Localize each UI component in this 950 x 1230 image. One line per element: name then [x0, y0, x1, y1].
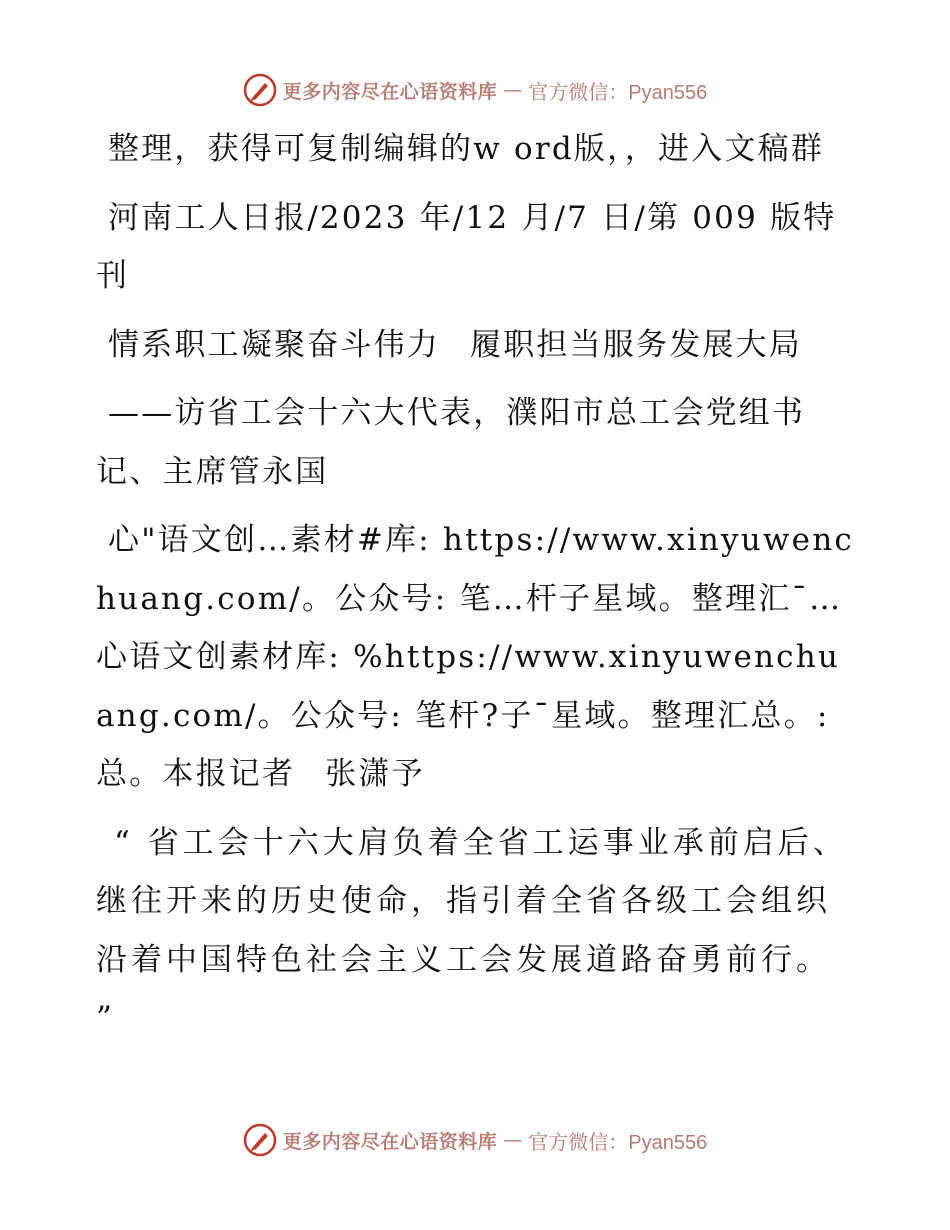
- quote-paragraph: “ 省工会十六大肩负着全省工运事业承前启后、继往开来的历史使命，指引着全省各级工会组织沿着中国特色社会主义工会发展道路奋勇前行。 ”: [96, 824, 848, 1036]
- header-watermark-contact: 官方微信：Pyan556: [528, 81, 708, 104]
- footer-watermark-contact: 官方微信：Pyan556: [528, 1131, 708, 1154]
- footer-watermark-separator: —: [503, 1129, 523, 1151]
- article-title: [96, 316, 856, 375]
- header-watermark-text: 更多内容尽在心语资料库: [282, 80, 498, 103]
- footer-watermark: [0, 1120, 950, 1160]
- header-watermark-separator: —: [503, 79, 523, 101]
- source-watermark-text: 心"语文创…素材#库: https://www.xinyuwenchuang.com/。公众号: 笔…杆子星域。整理汇¯…心语文创素材库: %https://www.xinyuwenchuang.com/。公众号: 笔杆?子¯星域。整理汇总。:总。本报记者: [96, 522, 854, 792]
- intro-note: 整理，获得可复制编辑的w ord版，，进入文稿群: [108, 131, 825, 167]
- reporter-name: 张潇予: [325, 756, 425, 792]
- footer-watermark-text: 更多内容尽在心语资料库: [282, 1130, 498, 1153]
- document-body: [96, 120, 856, 1058]
- source-line: 河南工人日报/2023 年/12 月/7 日/第 009 版特刊: [96, 199, 837, 294]
- pen-logo-icon: [243, 1123, 277, 1157]
- article-title-part-2: 履职担当服务发展大局: [470, 326, 802, 363]
- article-title-part-1: 情系职工凝聚奋斗伟力: [108, 326, 440, 363]
- pen-logo-icon: [243, 73, 277, 107]
- source-watermark-paragraph: [96, 511, 856, 804]
- header-watermark: [0, 70, 950, 110]
- article-subtitle: ——访省工会十六大代表，濮阳市总工会党组书记、主席管永国: [96, 395, 806, 490]
